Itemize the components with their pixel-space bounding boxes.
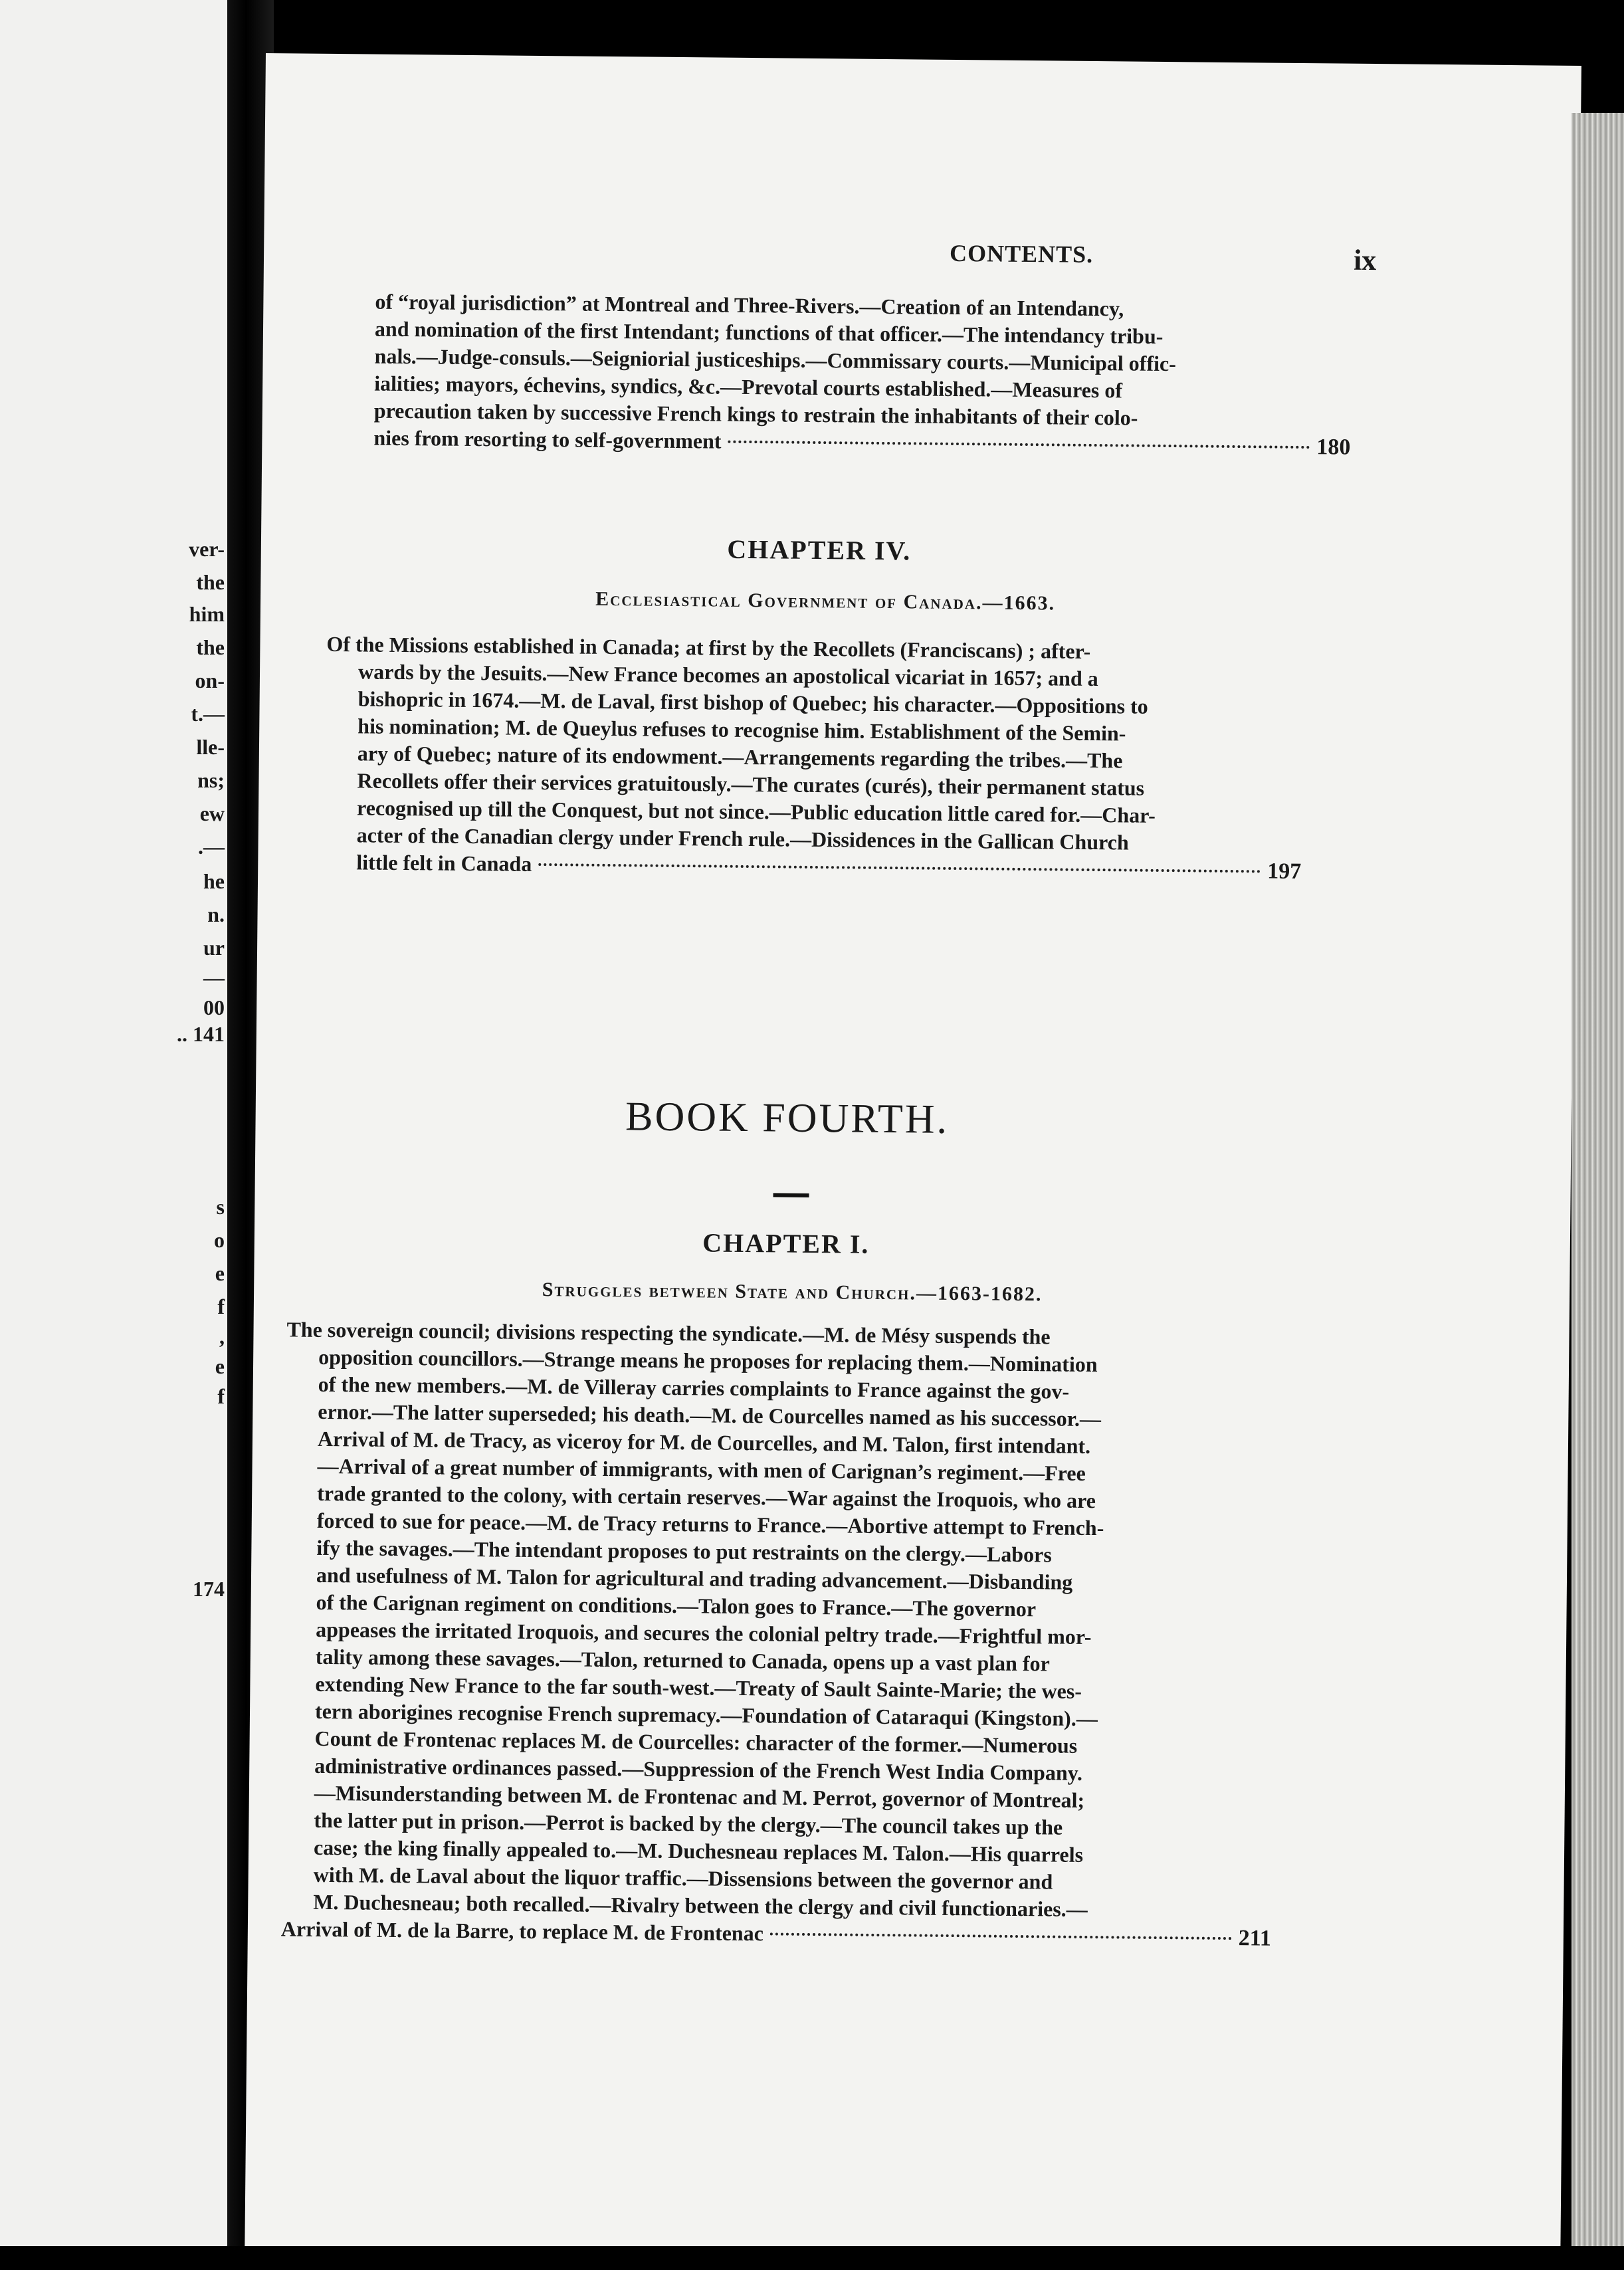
entry-line: and nomination of the first Intendant; functions of that officer.—The intendancy tribu-: [374, 316, 1164, 348]
dot-leader: [770, 1932, 1232, 1940]
entry-line: acter of the Canadian clergy under French rule.—Dissidences in the Gallican Church: [356, 823, 1129, 855]
entry-line: Count de Frontenac replaces M. de Courcelles: character of the former.—Numerous: [314, 1726, 1078, 1758]
entry-line: wards by the Jesuits.—New France becomes an apostolical vicariat in 1657; and a: [357, 659, 1098, 691]
left-page-fragment: .—: [198, 835, 225, 859]
chapter3-entry: [373, 288, 1352, 461]
left-page-fragment: n.: [207, 902, 225, 926]
left-page-fragment: ,: [219, 1324, 225, 1348]
entry-line: ary of Quebec; nature of its endowment.—Arrangements regarding the tribes.—The: [357, 741, 1123, 773]
chapter4-last-line: little felt in Canada: [356, 850, 532, 876]
entry-line: —Arrival of a great number of immigrants, with men of Carignan’s regiment.—Free: [317, 1453, 1086, 1485]
chapter1-entry: [281, 1316, 1277, 1952]
chapter4-page-ref: 197: [1267, 859, 1302, 884]
chapter4-entry: [324, 631, 1303, 885]
page-number: ix: [1353, 243, 1377, 277]
left-page-fragment: ns;: [197, 768, 225, 792]
entry-line: the latter put in prison.—Perrot is backed by the clergy.—The council takes up the: [314, 1807, 1063, 1839]
left-page-fragment: he: [203, 869, 225, 893]
left-page-fragment: the: [196, 570, 225, 594]
page-edges: [1572, 113, 1624, 2270]
entry-line: nals.—Judge-consuls.—Seigniorial justiceships.—Commissary courts.—Municipal offic-: [374, 344, 1177, 376]
left-page-fragment: e: [215, 1354, 225, 1378]
chapter1-subtitle: Struggles between State and Church.—1663-1682.: [542, 1279, 1043, 1306]
left-page-fragment: f: [217, 1384, 225, 1408]
entry-line: ialities; mayors, échevins, syndics, &c.—Prevotal courts established.—Measures of: [374, 371, 1123, 403]
entry-line: recognised up till the Conquest, but not since.—Public education little cared for.—Char-: [356, 795, 1156, 827]
entry-line: tern aborigines recognise French supremacy.—Foundation of Cataraqui (Kingston).—: [314, 1699, 1098, 1731]
left-page-fragment: him: [189, 602, 225, 626]
running-head: CONTENTS.: [949, 239, 1094, 268]
chapter1-last-line: Arrival of M. de la Barre, to replace M. de Frontenac: [280, 1916, 764, 1946]
entry-line: The sovereign council; divisions respecting the syndicate.—M. de Mésy suspends the: [286, 1317, 1051, 1349]
entry-line: forced to sue for peace.—M. de Tracy returns to France.—Abortive attempt to French-: [316, 1508, 1104, 1540]
entry-line: trade granted to the colony, with certain reserves.—War against the Iroquois, who are: [317, 1481, 1096, 1513]
entry-line: administrative ordinances passed.—Suppression of the French West India Company.: [314, 1753, 1083, 1785]
left-page: [0, 0, 239, 2270]
left-page-fragment: f: [217, 1294, 225, 1318]
book-title: BOOK FOURTH.: [625, 1094, 950, 1142]
entry-line: of the new members.—M. de Villeray carries complaints to France against the gov-: [318, 1372, 1070, 1403]
entry-line: of the Carignan regiment on conditions.—Talon goes to France.—The governor: [316, 1590, 1037, 1621]
left-page-fragment: ew: [199, 801, 225, 825]
left-page-fragment: ver-: [189, 537, 225, 561]
chapter1-page-ref: 211: [1238, 1926, 1272, 1951]
entry-line: precaution taken by successive French kings to restrain the inhabitants of their colo-: [373, 398, 1138, 430]
entry-line: M. Duchesneau; both recalled.—Rivalry between the clergy and civil functionaries.—: [313, 1889, 1088, 1921]
left-page-fragment: 00: [203, 995, 225, 1019]
scan-border: [0, 2246, 1624, 2270]
left-page-fragment: lle-: [196, 735, 225, 759]
chapter3-last-line: nies from resorting to self-government: [373, 425, 722, 453]
left-page-fragment: e: [215, 1261, 225, 1285]
chapter3-page-ref: 180: [1316, 435, 1351, 460]
right-page: [245, 53, 1581, 2265]
entry-line: case; the king finally appealed to.—M. Duchesneau replaces M. Talon.—His quarrels: [313, 1835, 1084, 1867]
entry-line: tality among these savages.—Talon, returned to Canada, opens up a vast plan for: [315, 1644, 1050, 1676]
dot-leader: [538, 863, 1261, 873]
left-page-fragment: ur: [203, 936, 225, 960]
entry-line: Of the Missions established in Canada; at first by the Recollets (Franciscans) ; after-: [326, 631, 1091, 663]
left-page-fragment: .. 141: [177, 1022, 225, 1046]
left-page-fragment: t.—: [191, 702, 225, 726]
chapter4-subtitle: Ecclesiastical Government of Canada.—1663.: [595, 587, 1056, 615]
chapter1-title: CHAPTER I.: [702, 1227, 870, 1259]
entry-line: —Misunderstanding between M. de Frontenac and M. Perrot, governor of Montreal;: [314, 1780, 1085, 1812]
entry-line: ernor.—The latter superseded; his death.—M. de Courcelles named as his successor.—: [318, 1399, 1102, 1431]
entry-line: bishopric in 1674.—M. de Laval, first bishop of Quebec; his character.—Oppositions to: [357, 686, 1148, 718]
entry-line: opposition councillors.—Strange means he proposes for replacing them.—Nomination: [318, 1344, 1098, 1377]
left-page-fragment: the: [196, 635, 225, 659]
left-page-fragment: o: [214, 1228, 225, 1252]
chapter4-title: CHAPTER IV.: [727, 534, 912, 566]
section-rule: [773, 1193, 809, 1197]
entry-line: his nomination; M. de Queylus refuses to recognise him. Establishment of the Semin-: [357, 714, 1126, 746]
entry-line: Arrival of M. de Tracy, as viceroy for M. de Courcelles, and M. Talon, first intendant.: [317, 1426, 1091, 1459]
entry-line: with M. de Laval about the liquor traffic.—Dissensions between the governor and: [313, 1862, 1053, 1894]
entry-line: appeases the irritated Iroquois, and secures the colonial peltry trade.—Frightful mor-: [316, 1617, 1092, 1649]
entry-line: extending New France to the far south-west.—Treaty of Sault Sainte-Marie; the wes-: [315, 1671, 1082, 1703]
left-page-fragment: on-: [195, 669, 225, 692]
entry-line: and usefulness of M. Talon for agricultural and trading advancement.—Disbanding: [316, 1562, 1073, 1594]
left-page-fragment: —: [203, 966, 225, 989]
dot-leader: [728, 441, 1310, 449]
left-page-fragment: 174: [193, 1577, 225, 1601]
left-page-fragment: s: [216, 1195, 225, 1219]
entry-line: of “royal jurisdiction” at Montreal and Three-Rivers.—Creation of an Intendancy,: [375, 289, 1124, 321]
entry-line: Recollets offer their services gratuitously.—The curates (curés), their permanent status: [357, 768, 1145, 800]
entry-line: ify the savages.—The intendant proposes to put restraints on the clergy.—Labors: [316, 1535, 1052, 1567]
